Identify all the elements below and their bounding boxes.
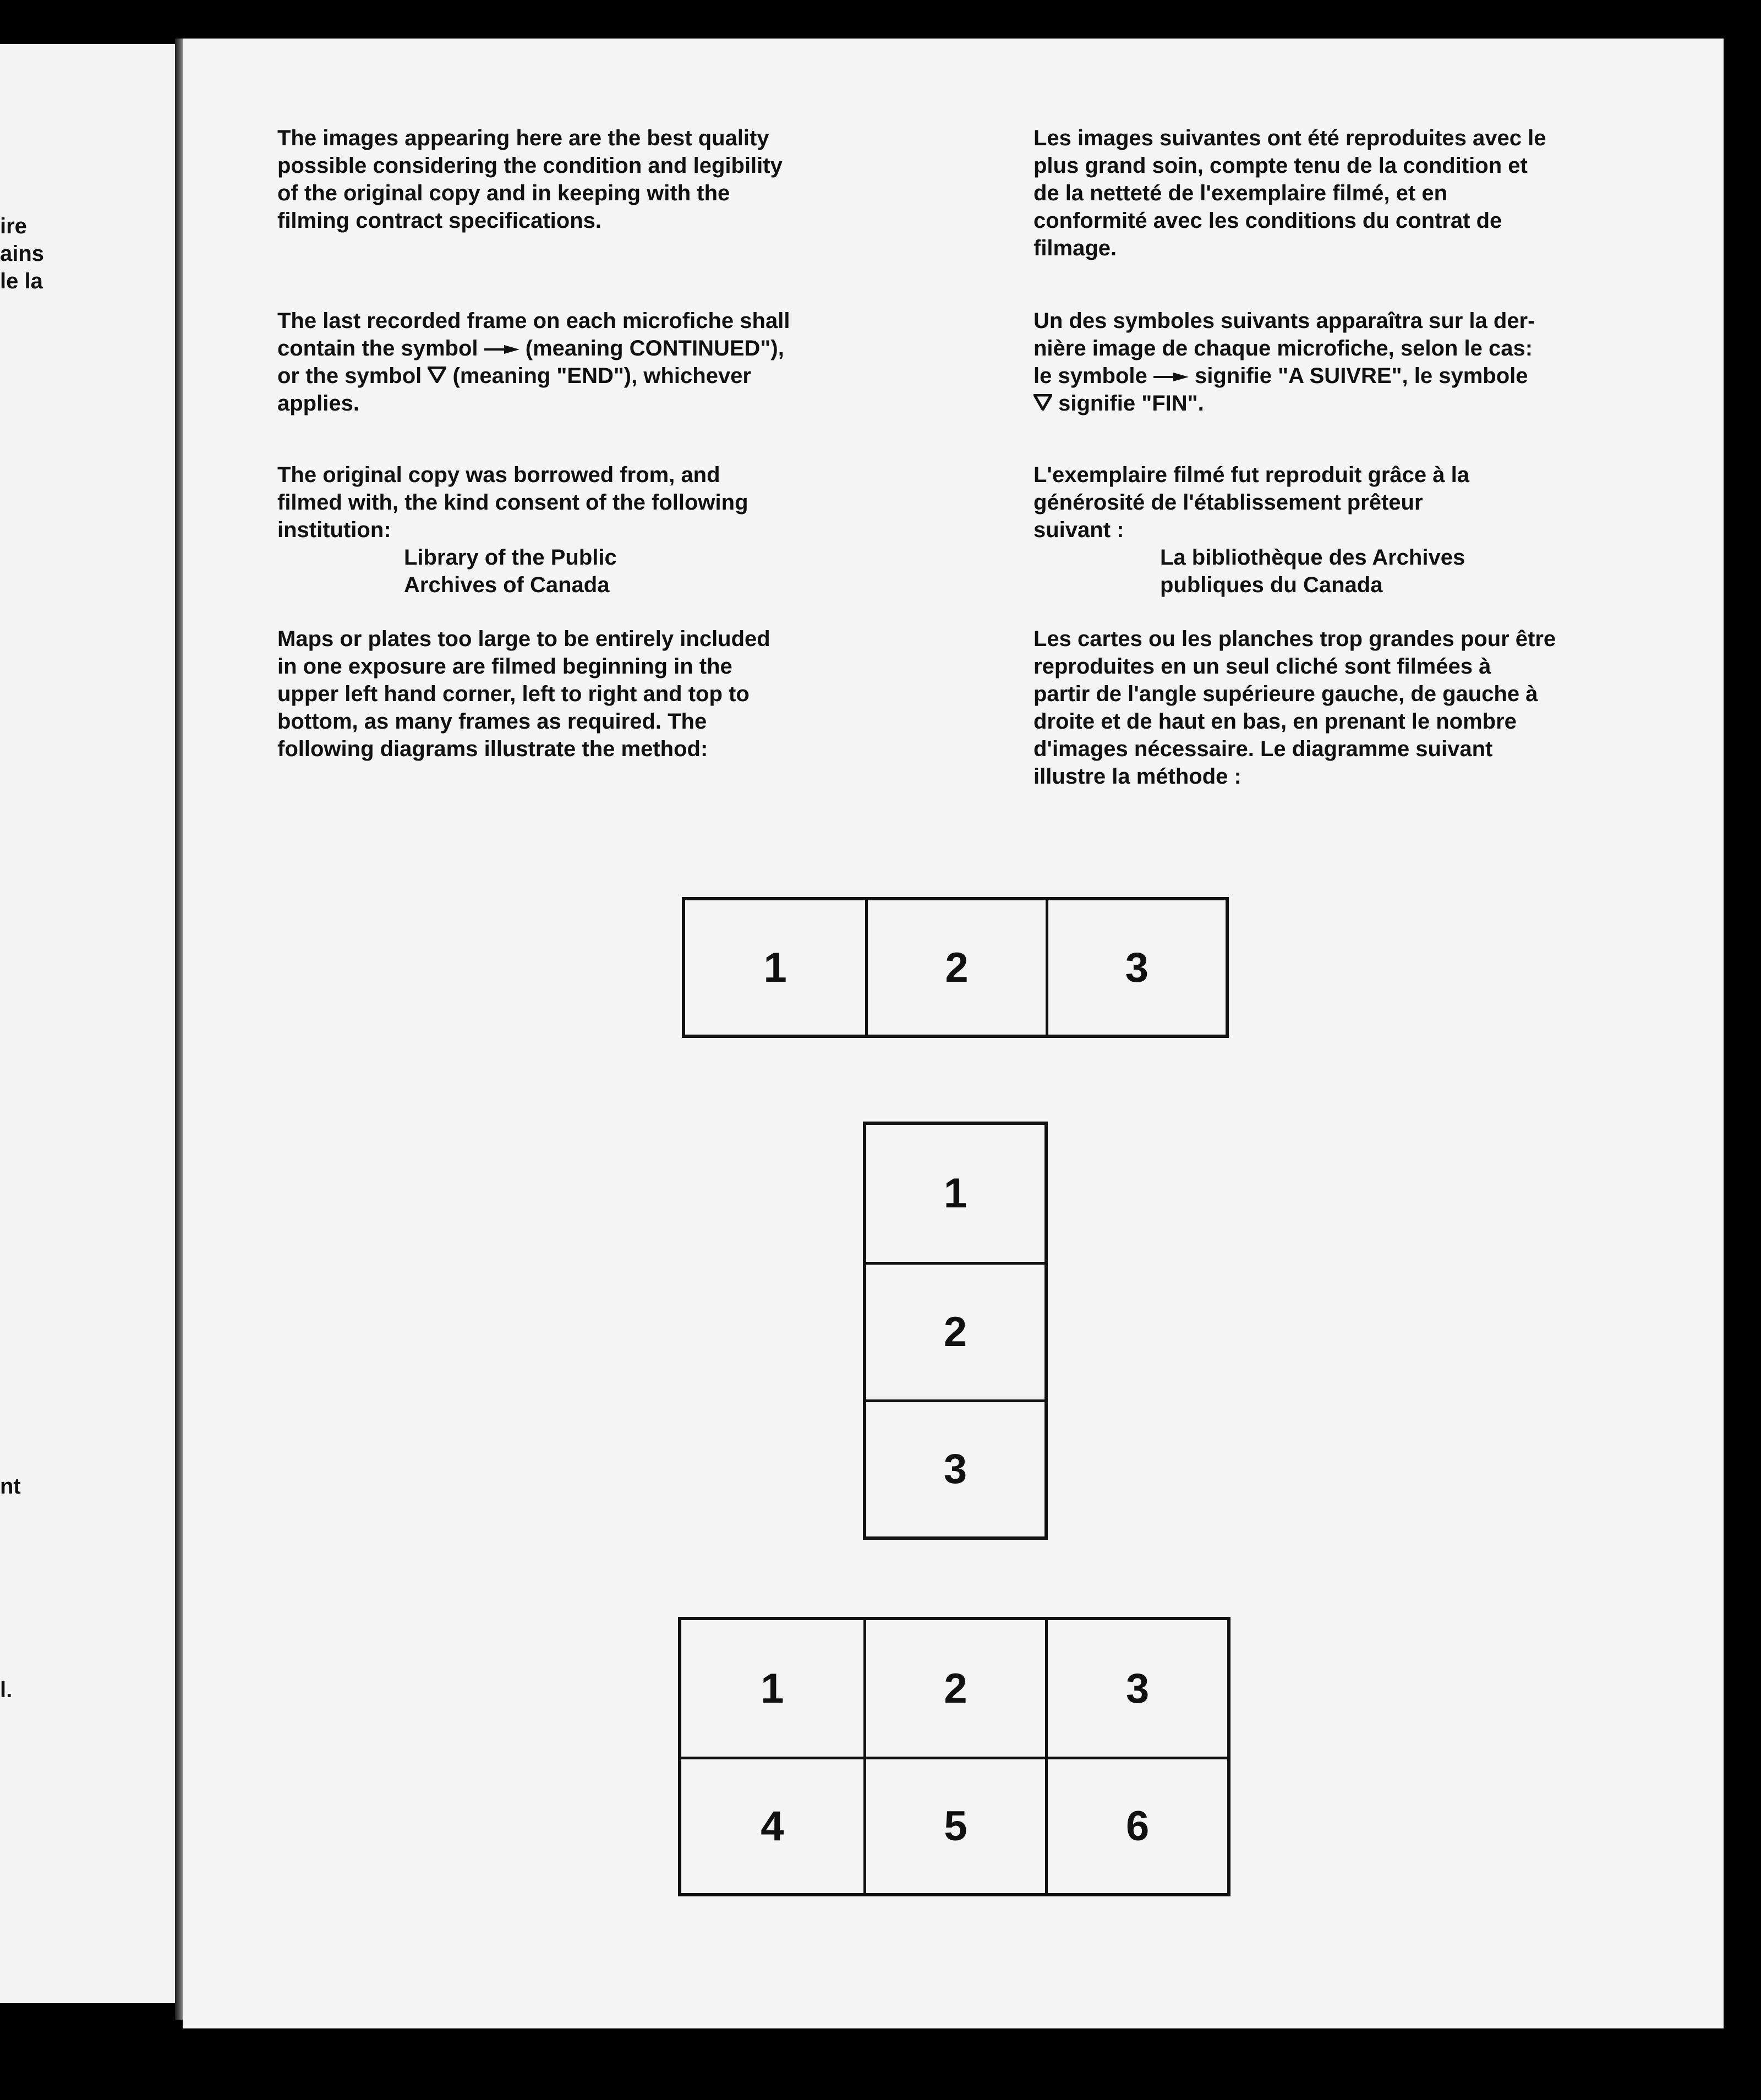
prev-fragment: ains — [0, 242, 45, 266]
frame-cell: 2 — [865, 900, 1045, 1035]
frame-cell: 2 — [863, 1620, 1046, 1757]
arrow-right-icon — [1153, 371, 1189, 382]
prev-fragment: l. — [0, 1678, 13, 1702]
french-column — [1033, 124, 1650, 262]
frame-cell: 4 — [681, 1757, 863, 1893]
frame-cell: 1 — [943, 1170, 967, 1217]
english-column-maps — [277, 625, 894, 763]
english-paragraph-maps: Maps or plates too large to be entirely included in one exposure are filmed beginning in the upper left hand corner, left to right and top to bottom, as many frames as required. The following diagrams illustrate the method: — [277, 627, 770, 761]
french-paragraph-symbols: Un des symboles suivants apparaîtra sur la der- nière image de chaque microfiche, selon le cas: le symbole signifie "A SUIVRE", le symbole signifie "FIN". — [1033, 309, 1535, 415]
prev-fragment: ire — [0, 214, 27, 238]
prev-fragment: le la — [0, 269, 43, 293]
frame-cell: 5 — [863, 1757, 1046, 1893]
english-column-symbols — [277, 307, 894, 417]
french-paragraph-quality: Les images suivantes ont été reproduites avec le plus grand soin, compte tenu de la condition et de la netteté de l'exemplaire filmé, et en conformité avec les conditions du contrat de filmage. — [1033, 126, 1546, 260]
arrow-right-icon — [484, 344, 519, 355]
french-column-symbols — [1033, 307, 1650, 417]
french-paragraph-source: L'exemplaire filmé fut reproduit grâce à la générosité de l'établissement prêteur suivant : — [1033, 463, 1469, 542]
english-paragraph-source: The original copy was borrowed from, and filmed with, the kind consent of the following institution: — [277, 463, 748, 542]
french-column-source — [1033, 461, 1650, 599]
english-paragraph-quality: The images appearing here are the best quality possible considering the condition and legibility of the original copy and in keeping with the filming contract specifications. — [277, 126, 783, 233]
frame-cell: 1 — [763, 944, 787, 991]
frame-cell: 2 — [866, 1262, 1044, 1399]
french-paragraph-maps: Les cartes ou les planches trop grandes pour être reproduites en un seul cliché sont filmées à partir de l'angle supérieure gauche, de gauche à droite et de haut en bas, en prenant le nombre d'images nécessaire. Le diagramme suivant illustre la méthode : — [1033, 627, 1556, 789]
prev-fragment: nt — [0, 1474, 21, 1499]
frame-cell: 1 — [761, 1665, 784, 1712]
triangle-down-icon — [1033, 394, 1052, 411]
english-paragraph-symbols: The last recorded frame on each microfiche shall contain the symbol (meaning CONTINUED"), or the symbol (meaning "END"), whichever applies. — [277, 309, 790, 415]
previous-page-strip — [0, 44, 181, 2003]
french-column-maps — [1033, 625, 1650, 790]
diagram-horizontal-frames — [682, 897, 1229, 1038]
diagram-vertical-frames — [863, 1122, 1048, 1540]
main-page — [183, 39, 1724, 2028]
diagram-grid-frames — [678, 1617, 1230, 1896]
english-institution: Library of the Public Archives of Canada — [404, 545, 617, 597]
frame-cell: 3 — [1045, 1620, 1227, 1757]
english-column-source — [277, 461, 894, 599]
english-column — [277, 124, 894, 234]
triangle-down-icon — [428, 367, 446, 383]
frame-cell: 3 — [1046, 900, 1226, 1035]
frame-cell: 6 — [1045, 1757, 1227, 1893]
frame-cell: 3 — [866, 1399, 1044, 1536]
french-institution: La bibliothèque des Archives publiques du Canada — [1160, 545, 1465, 597]
